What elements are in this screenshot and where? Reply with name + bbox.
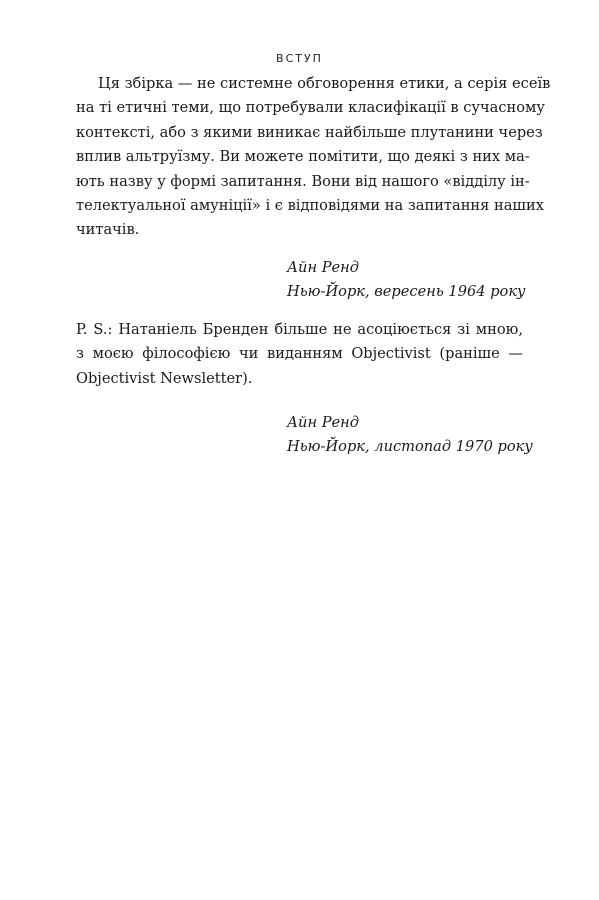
paragraph-line: на ті етичні теми, що потребували класифікації в сучасному <box>76 99 545 117</box>
paragraph-line: контексті, або з якими виникає найбільше плутанини через <box>76 123 543 141</box>
signature-place-date: Нью-Йорк, листопад 1970 року <box>287 438 533 455</box>
signature-block-1964 <box>287 256 526 304</box>
signature-place-date: Нью-Йорк, вересень 1964 року <box>287 283 526 300</box>
intro-paragraph <box>76 72 551 243</box>
postscript-paragraph <box>76 318 523 391</box>
paragraph-line: Ця збірка — не системне обговорення етики, а серія есеїв <box>98 75 551 92</box>
signature-block-1970 <box>287 411 533 459</box>
running-head: ВСТУП <box>276 52 323 65</box>
paragraph-line: з моєю філософією чи виданням Objectivist (раніше — <box>76 345 523 363</box>
paragraph-line: ють назву у формі запитання. Вони від нашого «відділу ін- <box>76 172 530 190</box>
signature-author: Айн Ренд <box>287 414 360 431</box>
signature-author: Айн Ренд <box>287 259 360 276</box>
paragraph-line: телектуальної амуніції» і є відповідями на запитання наших <box>76 197 544 215</box>
paragraph-line: вплив альтруїзму. Ви можете помітити, що деякі з них ма- <box>76 148 530 166</box>
paragraph-line: P. S.: Натаніель Бренден більше не асоціюється зі мною, <box>76 321 523 338</box>
paragraph-line: Objectivist Newsletter). <box>76 369 253 387</box>
paragraph-line: читачів. <box>76 221 140 239</box>
